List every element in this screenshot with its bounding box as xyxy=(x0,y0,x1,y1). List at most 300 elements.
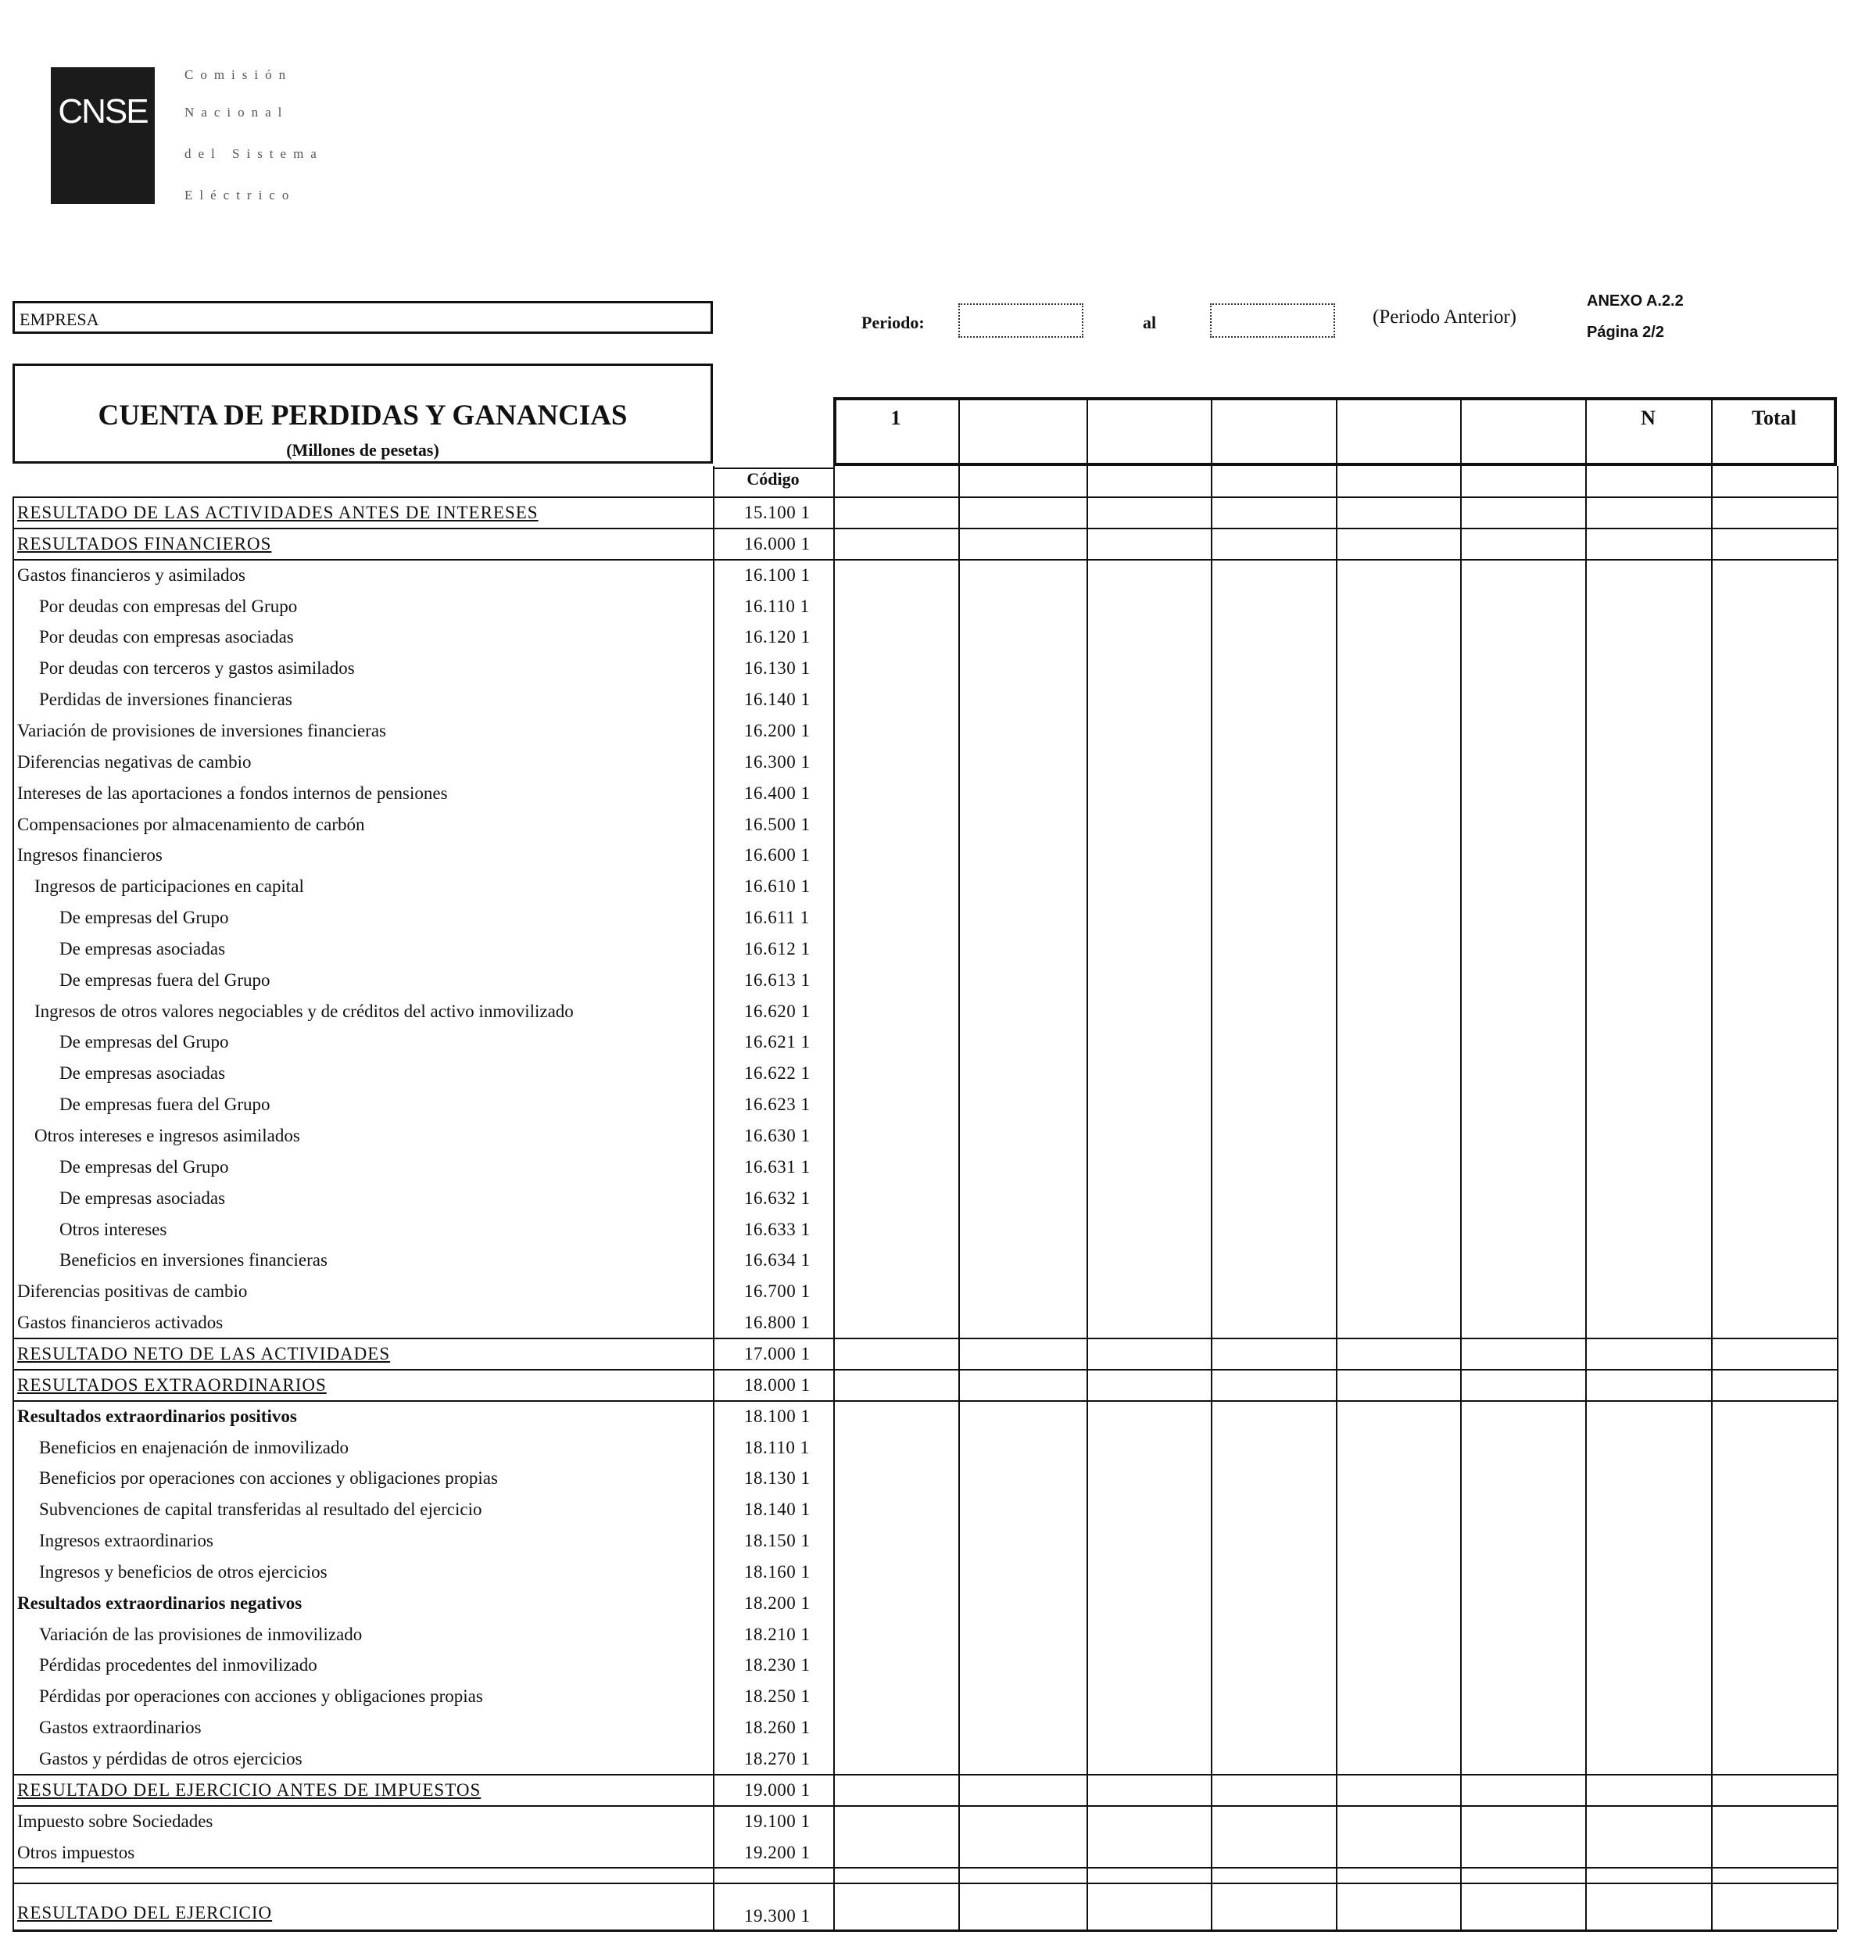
value-cell[interactable] xyxy=(1211,870,1336,901)
value-cell[interactable] xyxy=(1460,901,1585,933)
value-cell[interactable] xyxy=(1087,1088,1211,1120)
value-cell[interactable] xyxy=(1336,559,1460,590)
value-cell[interactable] xyxy=(1336,1120,1460,1151)
value-cell[interactable] xyxy=(1460,652,1585,683)
value-cell[interactable] xyxy=(1711,1462,1837,1493)
value-cell[interactable] xyxy=(1585,1805,1711,1836)
value-cell[interactable] xyxy=(833,1275,958,1306)
value-cell[interactable] xyxy=(1336,1649,1460,1680)
value-cell[interactable] xyxy=(1585,995,1711,1027)
value-cell[interactable] xyxy=(958,1400,1087,1431)
value-cell[interactable] xyxy=(1087,1338,1211,1369)
value-cell[interactable] xyxy=(958,1525,1087,1556)
value-cell[interactable] xyxy=(958,1088,1087,1120)
periodo-to-field[interactable] xyxy=(1210,303,1335,338)
value-cell[interactable] xyxy=(1211,1743,1336,1774)
value-cell[interactable] xyxy=(1585,715,1711,746)
value-cell[interactable] xyxy=(1711,1805,1837,1836)
value-cell[interactable] xyxy=(1211,808,1336,840)
value-cell[interactable] xyxy=(1211,590,1336,622)
value-cell[interactable] xyxy=(1585,839,1711,870)
value-cell[interactable] xyxy=(958,1556,1087,1587)
value-cell[interactable] xyxy=(1711,1587,1837,1618)
value-cell[interactable] xyxy=(833,995,958,1027)
value-cell[interactable] xyxy=(1460,496,1585,528)
value-cell[interactable] xyxy=(1585,1649,1711,1680)
value-cell[interactable] xyxy=(1211,1556,1336,1587)
value-cell[interactable] xyxy=(1336,901,1460,933)
value-cell[interactable] xyxy=(1336,1244,1460,1275)
value-cell[interactable] xyxy=(1336,839,1460,870)
value-cell[interactable] xyxy=(1087,1556,1211,1587)
value-cell[interactable] xyxy=(1460,1587,1585,1618)
value-cell[interactable] xyxy=(1460,1057,1585,1088)
value-cell[interactable] xyxy=(1087,1805,1211,1836)
value-cell[interactable] xyxy=(1087,777,1211,808)
value-cell[interactable] xyxy=(1585,496,1711,528)
value-cell[interactable] xyxy=(1087,746,1211,777)
value-cell[interactable] xyxy=(1336,933,1460,964)
value-cell[interactable] xyxy=(833,1774,958,1805)
value-cell[interactable] xyxy=(1087,1743,1211,1774)
value-cell[interactable] xyxy=(1460,1774,1585,1805)
value-cell[interactable] xyxy=(1460,559,1585,590)
value-cell[interactable] xyxy=(1711,839,1837,870)
value-cell[interactable] xyxy=(1711,652,1837,683)
value-cell[interactable] xyxy=(1711,746,1837,777)
value-cell[interactable] xyxy=(1336,1182,1460,1213)
value-cell[interactable] xyxy=(1336,1213,1460,1245)
value-cell[interactable] xyxy=(1460,1618,1585,1650)
value-cell[interactable] xyxy=(1211,777,1336,808)
value-cell[interactable] xyxy=(1711,995,1837,1027)
value-cell[interactable] xyxy=(833,901,958,933)
value-cell[interactable] xyxy=(958,808,1087,840)
value-cell[interactable] xyxy=(1336,1369,1460,1400)
value-cell[interactable] xyxy=(958,1120,1087,1151)
value-cell[interactable] xyxy=(1711,1525,1837,1556)
value-cell[interactable] xyxy=(833,1369,958,1400)
value-cell[interactable] xyxy=(1585,652,1711,683)
value-cell[interactable] xyxy=(1711,808,1837,840)
value-cell[interactable] xyxy=(1211,1088,1336,1120)
value-cell[interactable] xyxy=(1460,1431,1585,1463)
value-cell[interactable] xyxy=(1711,1774,1837,1805)
value-cell[interactable] xyxy=(1336,496,1460,528)
value-cell[interactable] xyxy=(1336,1493,1460,1525)
value-cell[interactable] xyxy=(1211,1026,1336,1057)
value-cell[interactable] xyxy=(958,715,1087,746)
value-cell[interactable] xyxy=(958,1431,1087,1463)
value-cell[interactable] xyxy=(833,1649,958,1680)
value-cell[interactable] xyxy=(1087,1306,1211,1338)
value-cell[interactable] xyxy=(1585,1587,1711,1618)
value-cell[interactable] xyxy=(1087,808,1211,840)
value-cell[interactable] xyxy=(1711,1743,1837,1774)
value-cell[interactable] xyxy=(958,528,1087,559)
value-cell[interactable] xyxy=(1585,683,1711,715)
value-cell[interactable] xyxy=(1087,1244,1211,1275)
value-cell[interactable] xyxy=(1585,1151,1711,1182)
value-cell[interactable] xyxy=(958,1883,1087,1930)
value-cell[interactable] xyxy=(1336,1026,1460,1057)
value-cell[interactable] xyxy=(958,559,1087,590)
value-cell[interactable] xyxy=(958,995,1087,1027)
value-cell[interactable] xyxy=(1336,1711,1460,1743)
value-cell[interactable] xyxy=(1087,1711,1211,1743)
value-cell[interactable] xyxy=(1211,1462,1336,1493)
value-cell[interactable] xyxy=(1087,1431,1211,1463)
value-cell[interactable] xyxy=(1336,1525,1460,1556)
value-cell[interactable] xyxy=(1211,1400,1336,1431)
value-cell[interactable] xyxy=(1585,1306,1711,1338)
value-cell[interactable] xyxy=(1460,621,1585,652)
value-cell[interactable] xyxy=(958,964,1087,995)
value-cell[interactable] xyxy=(1711,901,1837,933)
value-cell[interactable] xyxy=(833,683,958,715)
value-cell[interactable] xyxy=(1460,933,1585,964)
value-cell[interactable] xyxy=(1087,1057,1211,1088)
value-cell[interactable] xyxy=(833,1213,958,1245)
value-cell[interactable] xyxy=(1336,995,1460,1027)
value-cell[interactable] xyxy=(1336,1774,1460,1805)
value-cell[interactable] xyxy=(833,964,958,995)
value-cell[interactable] xyxy=(958,1026,1087,1057)
value-cell[interactable] xyxy=(1460,1120,1585,1151)
value-cell[interactable] xyxy=(833,1057,958,1088)
value-cell[interactable] xyxy=(1211,1151,1336,1182)
value-cell[interactable] xyxy=(833,590,958,622)
value-cell[interactable] xyxy=(1211,528,1336,559)
value-cell[interactable] xyxy=(1460,1462,1585,1493)
value-cell[interactable] xyxy=(1585,1525,1711,1556)
value-cell[interactable] xyxy=(1460,1369,1585,1400)
value-cell[interactable] xyxy=(833,1400,958,1431)
value-cell[interactable] xyxy=(958,1182,1087,1213)
value-cell[interactable] xyxy=(833,1743,958,1774)
value-cell[interactable] xyxy=(1711,1026,1837,1057)
value-cell[interactable] xyxy=(1087,683,1211,715)
value-cell[interactable] xyxy=(1211,839,1336,870)
value-cell[interactable] xyxy=(1711,1431,1837,1463)
value-cell[interactable] xyxy=(833,621,958,652)
value-cell[interactable] xyxy=(958,933,1087,964)
value-cell[interactable] xyxy=(958,621,1087,652)
value-cell[interactable] xyxy=(1336,1057,1460,1088)
value-cell[interactable] xyxy=(1087,1400,1211,1431)
value-cell[interactable] xyxy=(1460,1275,1585,1306)
value-cell[interactable] xyxy=(1711,715,1837,746)
value-cell[interactable] xyxy=(958,901,1087,933)
value-cell[interactable] xyxy=(1585,1431,1711,1463)
value-cell[interactable] xyxy=(1211,1369,1336,1400)
value-cell[interactable] xyxy=(833,1244,958,1275)
value-cell[interactable] xyxy=(1460,870,1585,901)
value-cell[interactable] xyxy=(1711,1244,1837,1275)
value-cell[interactable] xyxy=(958,1493,1087,1525)
value-cell[interactable] xyxy=(1460,777,1585,808)
value-cell[interactable] xyxy=(833,1680,958,1711)
periodo-from-field[interactable] xyxy=(958,303,1083,338)
value-cell[interactable] xyxy=(1211,652,1336,683)
value-cell[interactable] xyxy=(1087,1493,1211,1525)
value-cell[interactable] xyxy=(1585,1369,1711,1400)
value-cell[interactable] xyxy=(1336,1088,1460,1120)
value-cell[interactable] xyxy=(1336,528,1460,559)
value-cell[interactable] xyxy=(1336,1151,1460,1182)
value-cell[interactable] xyxy=(1336,1587,1460,1618)
value-cell[interactable] xyxy=(1087,1883,1211,1930)
value-cell[interactable] xyxy=(1211,1182,1336,1213)
value-cell[interactable] xyxy=(1087,839,1211,870)
value-cell[interactable] xyxy=(833,1026,958,1057)
value-cell[interactable] xyxy=(833,1338,958,1369)
value-cell[interactable] xyxy=(833,1836,958,1868)
value-cell[interactable] xyxy=(1460,1836,1585,1868)
value-cell[interactable] xyxy=(1460,715,1585,746)
value-cell[interactable] xyxy=(1211,1493,1336,1525)
value-cell[interactable] xyxy=(1711,1680,1837,1711)
value-cell[interactable] xyxy=(1711,1369,1837,1400)
value-cell[interactable] xyxy=(1211,1680,1336,1711)
value-cell[interactable] xyxy=(1460,1883,1585,1930)
value-cell[interactable] xyxy=(1211,715,1336,746)
value-cell[interactable] xyxy=(1585,1836,1711,1868)
value-cell[interactable] xyxy=(1211,1244,1336,1275)
value-cell[interactable] xyxy=(1336,964,1460,995)
value-cell[interactable] xyxy=(1336,1306,1460,1338)
value-cell[interactable] xyxy=(958,1213,1087,1245)
value-cell[interactable] xyxy=(1336,1836,1460,1868)
value-cell[interactable] xyxy=(958,1836,1087,1868)
value-cell[interactable] xyxy=(1711,590,1837,622)
value-cell[interactable] xyxy=(958,496,1087,528)
value-cell[interactable] xyxy=(1460,528,1585,559)
value-cell[interactable] xyxy=(833,559,958,590)
value-cell[interactable] xyxy=(1336,683,1460,715)
value-cell[interactable] xyxy=(1585,1275,1711,1306)
value-cell[interactable] xyxy=(1336,777,1460,808)
value-cell[interactable] xyxy=(1087,995,1211,1027)
value-cell[interactable] xyxy=(1585,933,1711,964)
value-cell[interactable] xyxy=(833,1711,958,1743)
value-cell[interactable] xyxy=(1087,1369,1211,1400)
value-cell[interactable] xyxy=(833,1805,958,1836)
value-cell[interactable] xyxy=(1585,777,1711,808)
value-cell[interactable] xyxy=(1211,1120,1336,1151)
value-cell[interactable] xyxy=(1211,1883,1336,1930)
value-cell[interactable] xyxy=(1336,715,1460,746)
value-cell[interactable] xyxy=(958,683,1087,715)
value-cell[interactable] xyxy=(1585,1743,1711,1774)
value-cell[interactable] xyxy=(1711,1493,1837,1525)
value-cell[interactable] xyxy=(1211,1275,1336,1306)
value-cell[interactable] xyxy=(1460,1400,1585,1431)
value-cell[interactable] xyxy=(1211,1774,1336,1805)
value-cell[interactable] xyxy=(833,746,958,777)
value-cell[interactable] xyxy=(1087,715,1211,746)
value-cell[interactable] xyxy=(1087,1525,1211,1556)
value-cell[interactable] xyxy=(1585,901,1711,933)
value-cell[interactable] xyxy=(1087,1462,1211,1493)
value-cell[interactable] xyxy=(1585,1400,1711,1431)
value-cell[interactable] xyxy=(1211,1525,1336,1556)
value-cell[interactable] xyxy=(1460,1805,1585,1836)
value-cell[interactable] xyxy=(1585,964,1711,995)
value-cell[interactable] xyxy=(1087,1213,1211,1245)
value-cell[interactable] xyxy=(1585,1120,1711,1151)
value-cell[interactable] xyxy=(1087,559,1211,590)
value-cell[interactable] xyxy=(1460,590,1585,622)
value-cell[interactable] xyxy=(958,1743,1087,1774)
value-cell[interactable] xyxy=(1460,964,1585,995)
value-cell[interactable] xyxy=(833,715,958,746)
value-cell[interactable] xyxy=(1711,777,1837,808)
value-cell[interactable] xyxy=(1087,1182,1211,1213)
value-cell[interactable] xyxy=(1585,1182,1711,1213)
value-cell[interactable] xyxy=(833,839,958,870)
value-cell[interactable] xyxy=(833,1883,958,1930)
value-cell[interactable] xyxy=(1087,496,1211,528)
value-cell[interactable] xyxy=(833,496,958,528)
value-cell[interactable] xyxy=(1460,683,1585,715)
value-cell[interactable] xyxy=(1711,1306,1837,1338)
value-cell[interactable] xyxy=(958,870,1087,901)
value-cell[interactable] xyxy=(1087,1836,1211,1868)
value-cell[interactable] xyxy=(1211,901,1336,933)
value-cell[interactable] xyxy=(1211,1306,1336,1338)
value-cell[interactable] xyxy=(1585,559,1711,590)
value-cell[interactable] xyxy=(1585,1462,1711,1493)
value-cell[interactable] xyxy=(1336,621,1460,652)
value-cell[interactable] xyxy=(1211,964,1336,995)
value-cell[interactable] xyxy=(1460,1556,1585,1587)
value-cell[interactable] xyxy=(1211,496,1336,528)
value-cell[interactable] xyxy=(1460,1525,1585,1556)
value-cell[interactable] xyxy=(1711,1883,1837,1930)
value-cell[interactable] xyxy=(1460,1743,1585,1774)
value-cell[interactable] xyxy=(1336,1400,1460,1431)
value-cell[interactable] xyxy=(1087,933,1211,964)
value-cell[interactable] xyxy=(833,1525,958,1556)
value-cell[interactable] xyxy=(958,1805,1087,1836)
value-cell[interactable] xyxy=(1460,1213,1585,1245)
value-cell[interactable] xyxy=(1336,1805,1460,1836)
value-cell[interactable] xyxy=(1585,1711,1711,1743)
value-cell[interactable] xyxy=(833,652,958,683)
value-cell[interactable] xyxy=(1585,1026,1711,1057)
value-cell[interactable] xyxy=(1460,1151,1585,1182)
value-cell[interactable] xyxy=(1460,1244,1585,1275)
value-cell[interactable] xyxy=(1087,1680,1211,1711)
value-cell[interactable] xyxy=(1211,621,1336,652)
value-cell[interactable] xyxy=(1087,901,1211,933)
value-cell[interactable] xyxy=(1460,1182,1585,1213)
value-cell[interactable] xyxy=(1087,1026,1211,1057)
value-cell[interactable] xyxy=(1087,1774,1211,1805)
value-cell[interactable] xyxy=(1460,1711,1585,1743)
value-cell[interactable] xyxy=(1087,528,1211,559)
value-cell[interactable] xyxy=(1336,652,1460,683)
value-cell[interactable] xyxy=(1211,933,1336,964)
value-cell[interactable] xyxy=(1711,1400,1837,1431)
value-cell[interactable] xyxy=(1585,1088,1711,1120)
value-cell[interactable] xyxy=(1087,1275,1211,1306)
value-cell[interactable] xyxy=(958,777,1087,808)
value-cell[interactable] xyxy=(1211,1338,1336,1369)
value-cell[interactable] xyxy=(1711,1088,1837,1120)
value-cell[interactable] xyxy=(1460,1680,1585,1711)
value-cell[interactable] xyxy=(1336,808,1460,840)
value-cell[interactable] xyxy=(958,1306,1087,1338)
value-cell[interactable] xyxy=(1711,1711,1837,1743)
value-cell[interactable] xyxy=(1711,1338,1837,1369)
value-cell[interactable] xyxy=(958,1057,1087,1088)
value-cell[interactable] xyxy=(1211,995,1336,1027)
value-cell[interactable] xyxy=(958,590,1087,622)
value-cell[interactable] xyxy=(1211,683,1336,715)
value-cell[interactable] xyxy=(1460,1088,1585,1120)
value-cell[interactable] xyxy=(1211,1836,1336,1868)
empresa-field[interactable] xyxy=(13,301,713,334)
value-cell[interactable] xyxy=(1211,559,1336,590)
value-cell[interactable] xyxy=(833,808,958,840)
value-cell[interactable] xyxy=(958,839,1087,870)
value-cell[interactable] xyxy=(1336,1618,1460,1650)
value-cell[interactable] xyxy=(833,1182,958,1213)
value-cell[interactable] xyxy=(958,746,1087,777)
value-cell[interactable] xyxy=(1336,1338,1460,1369)
value-cell[interactable] xyxy=(1711,1120,1837,1151)
value-cell[interactable] xyxy=(833,933,958,964)
value-cell[interactable] xyxy=(1087,590,1211,622)
value-cell[interactable] xyxy=(1211,1587,1336,1618)
value-cell[interactable] xyxy=(1585,1057,1711,1088)
value-cell[interactable] xyxy=(833,1618,958,1650)
value-cell[interactable] xyxy=(1585,1883,1711,1930)
value-cell[interactable] xyxy=(1336,870,1460,901)
value-cell[interactable] xyxy=(1336,590,1460,622)
value-cell[interactable] xyxy=(1711,870,1837,901)
value-cell[interactable] xyxy=(1711,1649,1837,1680)
value-cell[interactable] xyxy=(1460,746,1585,777)
value-cell[interactable] xyxy=(1585,590,1711,622)
value-cell[interactable] xyxy=(1460,1649,1585,1680)
value-cell[interactable] xyxy=(1711,496,1837,528)
value-cell[interactable] xyxy=(1087,870,1211,901)
value-cell[interactable] xyxy=(958,1587,1087,1618)
value-cell[interactable] xyxy=(833,1493,958,1525)
value-cell[interactable] xyxy=(1211,1618,1336,1650)
value-cell[interactable] xyxy=(1336,1883,1460,1930)
value-cell[interactable] xyxy=(1211,1805,1336,1836)
value-cell[interactable] xyxy=(833,1306,958,1338)
value-cell[interactable] xyxy=(1585,746,1711,777)
value-cell[interactable] xyxy=(958,652,1087,683)
value-cell[interactable] xyxy=(958,1649,1087,1680)
value-cell[interactable] xyxy=(958,1151,1087,1182)
value-cell[interactable] xyxy=(1460,808,1585,840)
value-cell[interactable] xyxy=(958,1774,1087,1805)
value-cell[interactable] xyxy=(1711,1057,1837,1088)
value-cell[interactable] xyxy=(1460,1338,1585,1369)
value-cell[interactable] xyxy=(1585,808,1711,840)
value-cell[interactable] xyxy=(1211,1213,1336,1245)
value-cell[interactable] xyxy=(958,1711,1087,1743)
value-cell[interactable] xyxy=(1460,1026,1585,1057)
value-cell[interactable] xyxy=(1087,1587,1211,1618)
value-cell[interactable] xyxy=(1585,1244,1711,1275)
